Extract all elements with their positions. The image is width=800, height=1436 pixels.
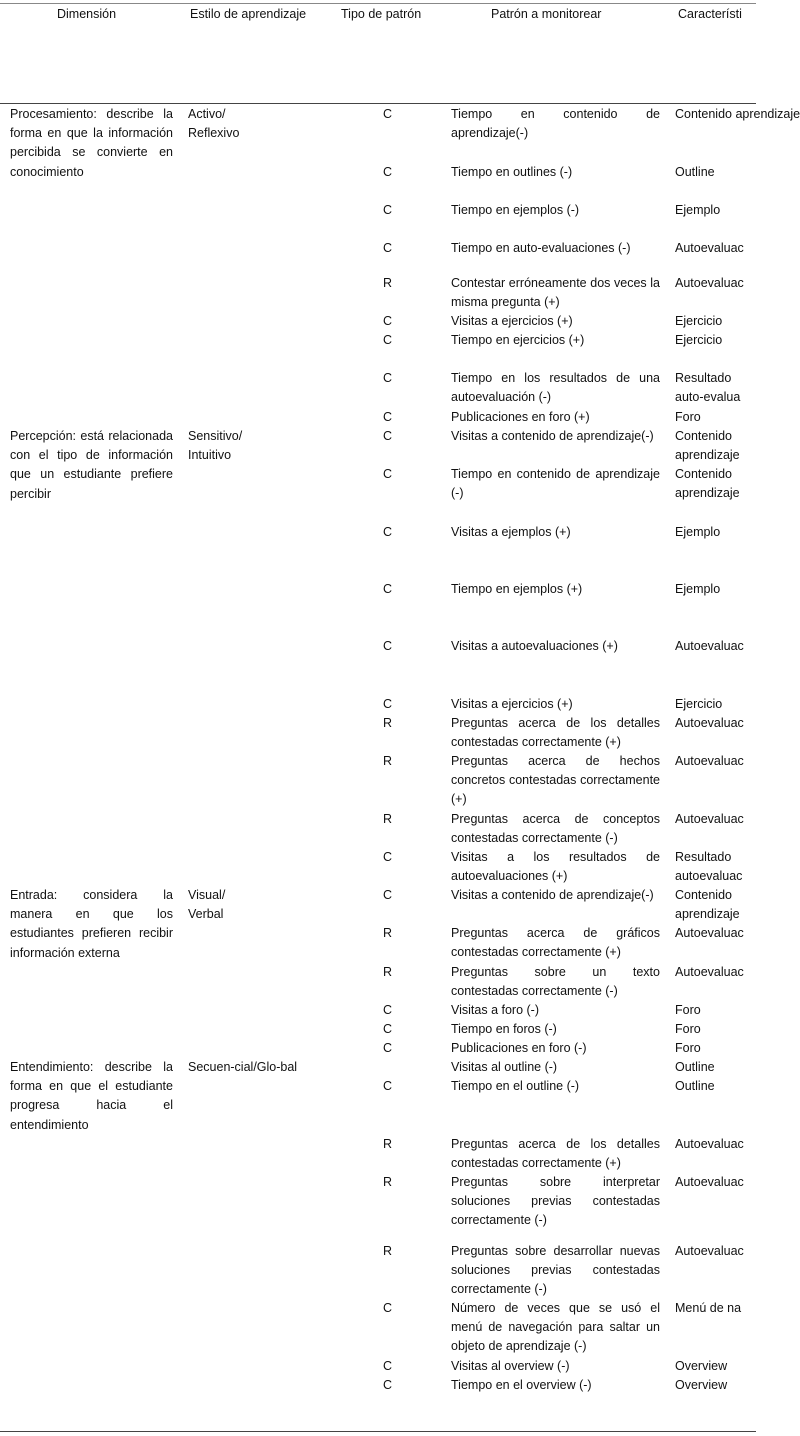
estilo-visual-verbal: Visual/ Verbal bbox=[188, 888, 226, 922]
tipo-cell: C bbox=[383, 582, 393, 596]
caracteristica-cell: Contenido aprendizaje bbox=[675, 467, 740, 501]
tipo-cell: C bbox=[383, 639, 393, 653]
tipo-cell: R bbox=[383, 1244, 393, 1258]
caracteristica-cell: Autoevaluac bbox=[675, 812, 744, 826]
patron-cell: Contestar erróneamente dos veces la misma pregunta (+) bbox=[451, 276, 660, 310]
dimension-procesamiento: Procesamiento: describe la forma en que la información percibida se convierte en conocimiento bbox=[10, 107, 173, 179]
header-caracteristica: Característi bbox=[678, 7, 742, 21]
patron-cell: Visitas a ejercicios (+) bbox=[451, 697, 573, 711]
patron-cell: Número de veces que se usó el menú de navegación para saltar un objeto de aprendizaje (-) bbox=[451, 1301, 660, 1354]
patron-cell: Tiempo en ejercicios (+) bbox=[451, 333, 585, 347]
tipo-cell: C bbox=[383, 107, 393, 121]
patron-cell: Preguntas acerca de hechos concretos contestadas correctamente (+) bbox=[451, 754, 660, 807]
dimension-percepcion: Percepción: está relacionada con el tipo de información que un estudiante prefiere percibir bbox=[10, 429, 173, 501]
caracteristica-cell: Ejercicio bbox=[675, 314, 723, 328]
patron-cell: Preguntas acerca de los detalles contestadas correctamente (+) bbox=[451, 1137, 660, 1171]
patron-cell: Tiempo en ejemplos (-) bbox=[451, 203, 580, 217]
table-top-rule bbox=[0, 3, 756, 4]
patron-cell: Publicaciones en foro (-) bbox=[451, 1041, 587, 1055]
tipo-cell: C bbox=[383, 1378, 393, 1392]
caracteristica-cell: Ejercicio bbox=[675, 333, 723, 347]
tipo-cell: R bbox=[383, 812, 393, 826]
patron-cell: Visitas a contenido de aprendizaje(-) bbox=[451, 429, 654, 443]
caracteristica-cell: Resultado auto-evalua bbox=[675, 371, 741, 405]
patron-cell: Tiempo en contenido de aprendizaje (-) bbox=[451, 467, 660, 501]
tipo-cell: R bbox=[383, 1137, 393, 1151]
caracteristica-cell: Outline bbox=[675, 1079, 715, 1093]
tipo-cell: C bbox=[383, 467, 393, 481]
caracteristica-cell: Foro bbox=[675, 410, 701, 424]
patron-cell: Visitas a foro (-) bbox=[451, 1003, 539, 1017]
caracteristica-cell: Overview bbox=[675, 1359, 728, 1373]
patron-cell: Visitas a contenido de aprendizaje(-) bbox=[451, 888, 654, 902]
caracteristica-cell: Foro bbox=[675, 1022, 701, 1036]
tipo-cell: C bbox=[383, 333, 393, 347]
caracteristica-cell: Foro bbox=[675, 1003, 701, 1017]
patron-cell: Tiempo en outlines (-) bbox=[451, 165, 573, 179]
tipo-cell: C bbox=[383, 1003, 393, 1017]
patron-cell: Visitas al outline (-) bbox=[451, 1060, 558, 1074]
tipo-cell: R bbox=[383, 1175, 393, 1189]
header-dimension: Dimensión bbox=[57, 7, 117, 21]
caracteristica-cell: Autoevaluac bbox=[675, 1244, 744, 1258]
tipo-cell: C bbox=[383, 525, 393, 539]
caracteristica-cell: Foro bbox=[675, 1041, 701, 1055]
tipo-cell: R bbox=[383, 926, 393, 940]
estilo-sensitivo-intuitivo: Sensitivo/ Intuitivo bbox=[188, 429, 243, 463]
caracteristica-cell: Resultado autoevaluac bbox=[675, 850, 743, 884]
tipo-cell: R bbox=[383, 276, 393, 290]
dimension-entendimiento: Entendimiento: describe la forma en que el estudiante progresa hacia el entendimiento bbox=[10, 1060, 173, 1132]
tipo-cell: C bbox=[383, 410, 393, 424]
patron-cell: Visitas a autoevaluaciones (+) bbox=[451, 639, 618, 653]
tipo-cell: C bbox=[383, 1022, 393, 1036]
patron-cell: Visitas a los resultados de autoevaluaciones (+) bbox=[451, 850, 660, 884]
patron-cell: Publicaciones en foro (+) bbox=[451, 410, 590, 424]
tipo-cell: C bbox=[383, 888, 393, 902]
patron-cell: Tiempo en el overview (-) bbox=[451, 1378, 592, 1392]
caracteristica-cell: Overview bbox=[675, 1378, 728, 1392]
tipo-cell: C bbox=[383, 1041, 393, 1055]
tipo-cell: C bbox=[383, 1301, 393, 1315]
patron-cell: Visitas a ejercicios (+) bbox=[451, 314, 573, 328]
patron-cell: Tiempo en foros (-) bbox=[451, 1022, 557, 1036]
caracteristica-cell: Ejemplo bbox=[675, 203, 721, 217]
tipo-cell: C bbox=[383, 697, 393, 711]
tipo-cell: C bbox=[383, 1359, 393, 1373]
tipo-cell: C bbox=[383, 1079, 393, 1093]
caracteristica-cell: Autoevaluac bbox=[675, 276, 744, 290]
table-bottom-rule bbox=[0, 1431, 756, 1432]
patron-cell: Preguntas acerca de gráficos contestadas correctamente (+) bbox=[451, 926, 660, 960]
patron-cell: Tiempo en contenido de aprendizaje(-) bbox=[451, 107, 660, 141]
tipo-cell: C bbox=[383, 371, 393, 385]
caracteristica-cell: Outline bbox=[675, 165, 715, 179]
estilo-activo-reflexivo: Activo/ Reflexivo bbox=[188, 107, 240, 141]
patron-cell: Preguntas sobre un texto contestadas correctamente (-) bbox=[451, 965, 660, 999]
patron-cell: Visitas a ejemplos (+) bbox=[451, 525, 571, 539]
dimension-entrada: Entrada: considera la manera en que los estudiantes prefieren recibir información externa bbox=[10, 888, 173, 960]
patron-cell: Tiempo en auto-evaluaciones (-) bbox=[451, 241, 631, 255]
patron-cell: Visitas al overview (-) bbox=[451, 1359, 570, 1373]
tipo-cell: C bbox=[383, 241, 393, 255]
tipo-cell: C bbox=[383, 429, 393, 443]
patron-cell: Preguntas sobre desarrollar nuevas soluciones previas contestadas correctamente (-) bbox=[451, 1244, 660, 1297]
caracteristica-cell: Contenido aprendizaje bbox=[675, 429, 740, 463]
caracteristica-cell: Ejercicio bbox=[675, 697, 723, 711]
caracteristica-cell: Menú de na bbox=[675, 1301, 742, 1315]
caracteristica-cell: Autoevaluac bbox=[675, 1175, 744, 1189]
estilo-secuencial-global: Secuen-cial/Glo-bal bbox=[188, 1060, 298, 1074]
tipo-cell: C bbox=[383, 165, 393, 179]
tipo-cell: R bbox=[383, 716, 393, 730]
caracteristica-cell: Autoevaluac bbox=[675, 1137, 744, 1151]
caracteristica-cell: Contenido aprendizaje bbox=[675, 888, 740, 922]
header-estilo: Estilo de aprendizaje bbox=[190, 7, 307, 21]
caracteristica-cell: Outline bbox=[675, 1060, 715, 1074]
tipo-cell: R bbox=[383, 965, 393, 979]
caracteristica-cell: Autoevaluac bbox=[675, 639, 744, 653]
tipo-cell: C bbox=[383, 850, 393, 864]
caracteristica-cell: Autoevaluac bbox=[675, 241, 744, 255]
tipo-cell: C bbox=[383, 314, 393, 328]
patron-cell: Tiempo en el outline (-) bbox=[451, 1079, 580, 1093]
patron-cell: Preguntas acerca de los detalles contestadas correctamente (+) bbox=[451, 716, 660, 750]
tipo-cell: C bbox=[383, 203, 393, 217]
patron-cell: Tiempo en los resultados de una autoevaluación (-) bbox=[451, 371, 660, 405]
caracteristica-cell: Autoevaluac bbox=[675, 926, 744, 940]
caracteristica-cell: Autoevaluac bbox=[675, 716, 744, 730]
caracteristica-cell: Ejemplo bbox=[675, 582, 721, 596]
patron-cell: Preguntas acerca de conceptos contestadas correctamente (-) bbox=[451, 812, 660, 846]
header-rule bbox=[0, 103, 756, 104]
header-tipo: Tipo de patrón bbox=[341, 7, 422, 21]
patron-cell: Tiempo en ejemplos (+) bbox=[451, 582, 583, 596]
caracteristica-cell: Ejemplo bbox=[675, 525, 721, 539]
header-patron: Patrón a monitorear bbox=[491, 7, 602, 21]
patron-cell: Preguntas sobre interpretar soluciones previas contestadas correctamente (-) bbox=[451, 1175, 660, 1228]
caracteristica-cell: Autoevaluac bbox=[675, 965, 744, 979]
caracteristica-cell: Contenido aprendizaje bbox=[675, 107, 800, 121]
tipo-cell: R bbox=[383, 754, 393, 768]
caracteristica-cell: Autoevaluac bbox=[675, 754, 744, 768]
